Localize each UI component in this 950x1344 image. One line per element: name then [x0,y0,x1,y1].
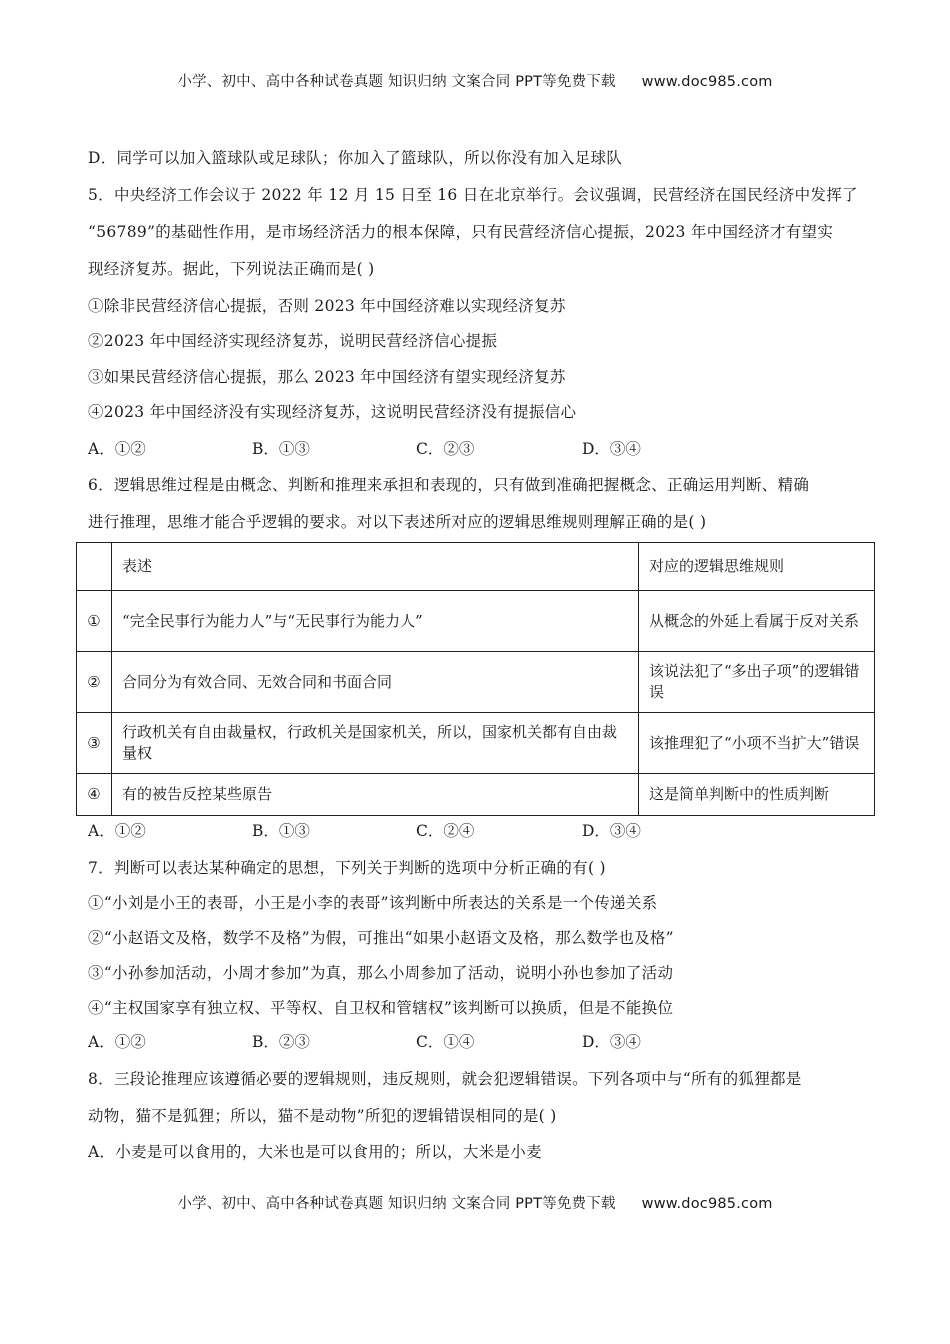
q6-row-statement: 行政机关有自由裁量权，行政机关是国家机关，所以，国家机关都有自由裁量权 [112,713,639,774]
q7-option-b: B．②③ [252,1033,310,1051]
q6-row-statement: 合同分为有效合同、无效合同和书面合同 [112,652,639,713]
q5-statement-2: ②2023 年中国经济实现经济复苏，说明民营经济信心提振 [88,332,498,350]
header-text: 小学、初中、高中各种试卷真题 知识归纳 文案合同 PPT等免费下载 [177,74,616,90]
q6-table-row [77,591,875,652]
q5-option-d: D．③④ [582,440,641,458]
q6-header-num [77,543,112,591]
q6-table [76,542,875,816]
q6-table-header-row [77,543,875,591]
q6-row-statement: “完全民事行为能力人”与“无民事行为能力人” [112,591,639,652]
q5-option-b: B．①③ [252,440,310,458]
q6-table-row [77,652,875,713]
q6-header-statement: 表述 [112,543,639,591]
page-header [0,70,950,91]
q7-statement-3: ③“小孙参加活动，小周才参加”为真，那么小周参加了活动，说明小孙也参加了活动 [88,964,674,982]
q6-option-c: C．②④ [416,822,475,840]
q6-row-statement: 有的被告反控某些原告 [112,774,639,816]
q6-option-a: A．①② [88,822,146,840]
q7-option-c: C．①④ [416,1033,475,1051]
q5-statement-4: ④2023 年中国经济没有实现经济复苏，这说明民营经济没有提振信心 [88,403,577,421]
q5-option-c: C．②③ [416,440,475,458]
q6-option-d: D．③④ [582,822,641,840]
q5-stem-line-2: “56789”的基础性作用，是市场经济活力的根本保障，只有民营经济信心提振，2023 年中国经济才有望实 [88,223,834,241]
q6-stem-line-1: 6．逻辑思维过程是由概念、判断和推理来承担和表现的，只有做到准确把握概念、正确运用判断、精确 [88,476,810,494]
q6-row-num: ② [77,652,112,713]
q5-stem-line-1: 5．中央经济工作会议于 2022 年 12 月 15 日至 16 日在北京举行。会议强调，民营经济在国民经济中发挥了 [88,186,858,204]
q8-stem-line-2: 动物，猫不是狐狸；所以，猫不是动物”所犯的逻辑错误相同的是( ) [88,1107,557,1125]
q6-row-rule: 这是简单判断中的性质判断 [639,774,875,816]
footer-site-link[interactable]: www.doc985.com [641,1196,773,1212]
q7-option-d: D．③④ [582,1033,641,1051]
q6-table-row [77,713,875,774]
q6-option-b: B．①③ [252,822,310,840]
q7-statement-2: ②“小赵语文及格，数学不及格”为假，可推出“如果小赵语文及格，那么数学也及格” [88,929,674,947]
q8-option-a: A．小麦是可以食用的，大米也是可以食用的；所以，大米是小麦 [88,1143,542,1161]
q6-row-rule: 从概念的外延上看属于反对关系 [639,591,875,652]
q5-statement-3: ③如果民营经济信心提振，那么 2023 年中国经济有望实现经济复苏 [88,368,566,386]
q6-row-num: ④ [77,774,112,816]
q6-stem-line-2: 进行推理，思维才能合乎逻辑的要求。对以下表述所对应的逻辑思维规则理解正确的是( ) [88,513,707,531]
q7-statement-1: ①“小刘是小王的表哥，小王是小李的表哥”该判断中所表达的关系是一个传递关系 [88,894,658,912]
q6-row-rule: 该推理犯了“小项不当扩大”错误 [639,713,875,774]
q8-stem-line-1: 8．三段论推理应该遵循必要的逻辑规则，违反规则，就会犯逻辑错误。下列各项中与“所有的狐狸都是 [88,1070,802,1088]
q4-option-d: D．同学可以加入篮球队或足球队；你加入了篮球队，所以你没有加入足球队 [88,149,623,167]
q5-stem-line-3: 现经济复苏。据此，下列说法正确而是( ) [88,260,375,278]
q5-statement-1: ①除非民营经济信心提振，否则 2023 年中国经济难以实现经济复苏 [88,297,566,315]
q6-table-row [77,774,875,816]
q7-statement-4: ④“主权国家享有独立权、平等权、自卫权和管辖权”该判断可以换质，但是不能换位 [88,999,674,1017]
q7-option-a: A．①② [88,1033,146,1051]
footer-text: 小学、初中、高中各种试卷真题 知识归纳 文案合同 PPT等免费下载 [177,1196,616,1212]
page-footer [0,1192,950,1213]
q6-header-rule: 对应的逻辑思维规则 [639,543,875,591]
q6-row-num: ③ [77,713,112,774]
q7-stem: 7．判断可以表达某种确定的思想，下列关于判断的选项中分析正确的有( ) [88,859,606,877]
q5-option-a: A．①② [88,440,146,458]
q6-row-num: ① [77,591,112,652]
q6-row-rule: 该说法犯了“多出子项”的逻辑错误 [639,652,875,713]
header-site-link[interactable]: www.doc985.com [641,74,773,90]
